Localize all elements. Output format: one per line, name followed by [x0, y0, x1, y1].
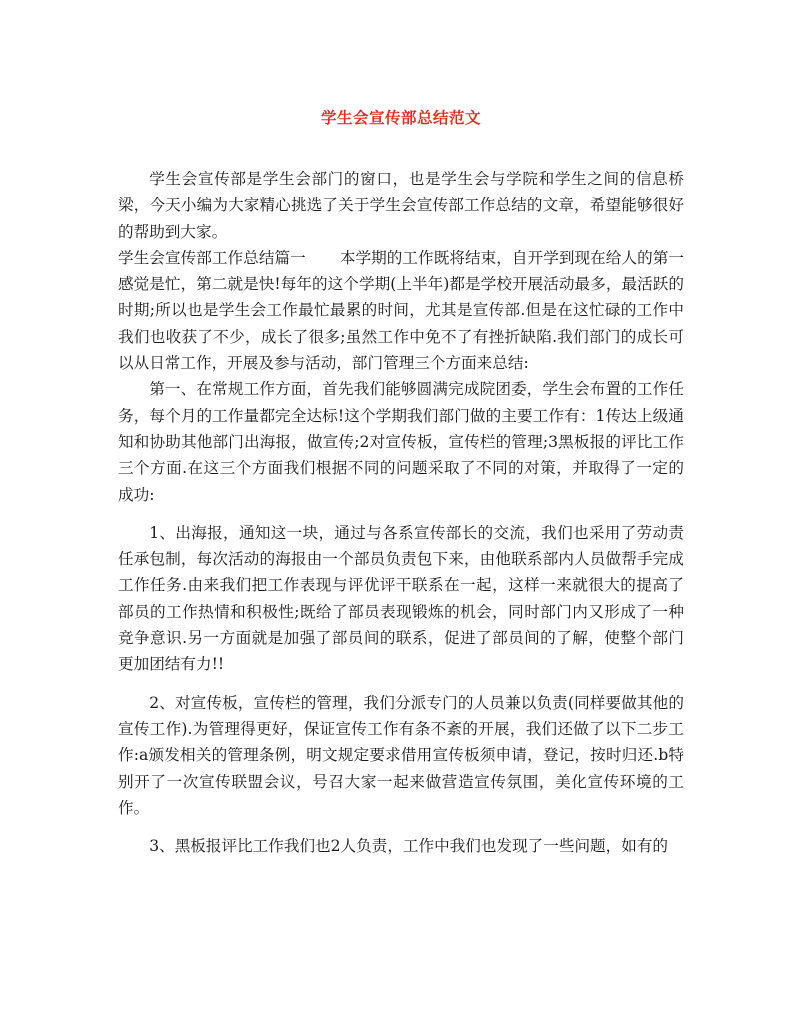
section-paragraph [118, 245, 684, 376]
document-title: 学生会宣传部总结范文 [320, 108, 481, 127]
section-intro: 本学期的工作既将结束，自开学到现在给人的第一感觉是忙，第二就是快!每年的这个学期(上半年)都是学校开展活动最多，最活跃的时期;所以也是学生会工作最忙最累的时间，尤其是宣传部.但是在这忙碌的工作中我们也收获了不少，成长了很多;虽然工作中免不了有挫折缺陷.我们部门的成长可以从日常工作，开展及参与活动，部门管理三个方面来总结: [118, 248, 684, 373]
paragraph-blackboard: 3、黑板报评比工作我们也2人负责，工作中我们也发现了一些问题，如有的 [149, 837, 669, 856]
intro-paragraph: 学生会宣传部是学生会部门的窗口，也是学生会与学院和学生之间的信息桥梁，今天小编为大家精心挑选了关于学生会宣传部工作总结的文章，希望能够很好的帮助到大家。 [118, 170, 684, 241]
document-body [118, 166, 684, 859]
paragraph-routine-work: 第一、在常规工作方面，首先我们能够圆满完成院团委，学生会布置的工作任务，每个月的工作量都完全达标!这个学期我们部门做的主要工作有：1传达上级通知和协助其他部门出海报，做宣传;2对宣传板，宣传栏的管理;3黑板报的评比工作三个方面.在这三个方面我们根据不同的问题采取了不同的对策，并取得了一定的成功: [118, 380, 684, 504]
paragraph-boards: 2、对宣传板，宣传栏的管理，我们分派专门的人员兼以负责(同样要做其他的宣传工作).为管理得更好，保证宣传工作有条不紊的开展，我们还做了以下二步工作:a颁发相关的管理条例，明文规定要求借用宣传板须申请，登记，按时归还.b特别开了一次宣传联盟会议，号召大家一起来做营造宣传氛围，美化宣传环境的工作。 [118, 693, 684, 817]
section-heading: 学生会宣传部工作总结篇一 [118, 248, 306, 267]
paragraph-posters: 1、出海报，通知这一块，通过与各系宣传部长的交流，我们也采用了劳动责任承包制，每次活动的海报由一个部员负责包下来，由他联系部内人员做帮手完成工作任务.由来我们把工作表现与评优评干联系在一起，这样一来就很大的提高了部员的工作热情和积极性;既给了部员表现锻炼的机会，同时部门内又形成了一种竞争意识.另一方面就是加强了部员间的联系，促进了部员间的了解，使整个部门更加团结有力!! [118, 523, 684, 674]
